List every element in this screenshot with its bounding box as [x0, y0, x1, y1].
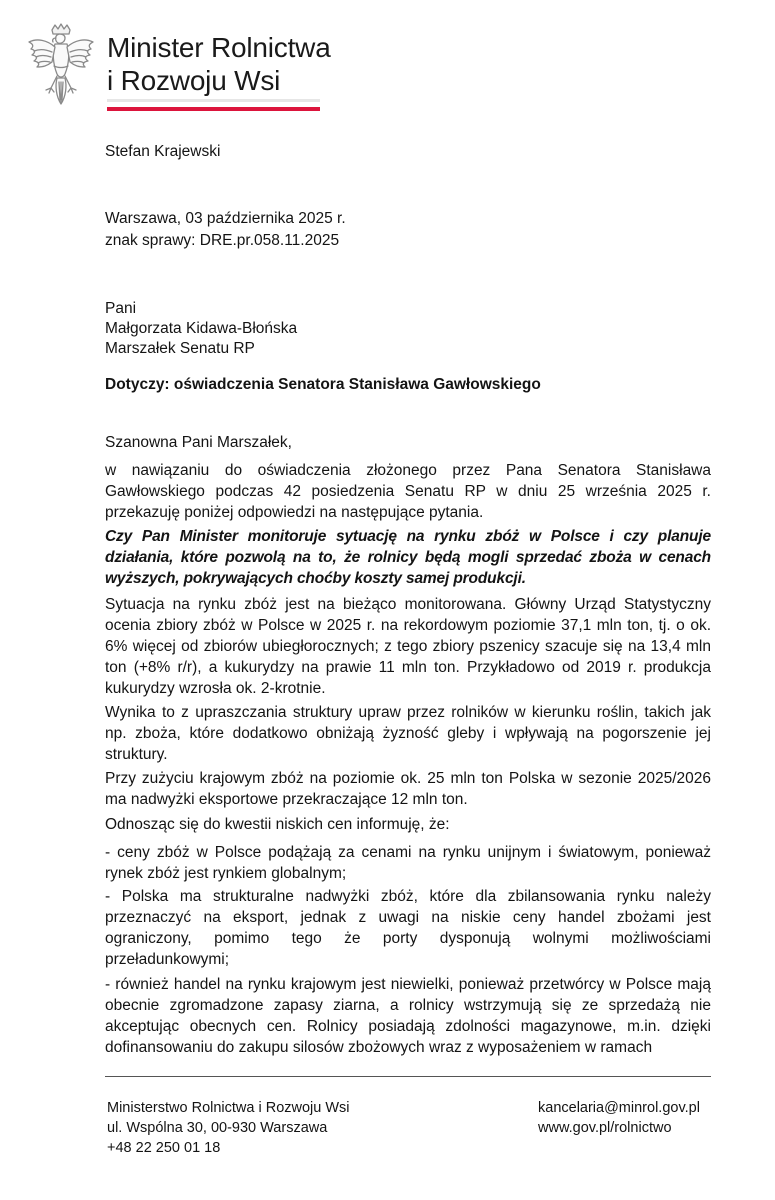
recipient-title: Marszałek Senatu RP [105, 340, 255, 357]
bullet-structural-surplus: - Polska ma strukturalne nadwyżki zbóż, które dla zbilansowania rynku należy przeznaczyć na eksport, jednak z uwagi na niskie ceny handel zbożami jest ograniczony, pomimo tego że porty dysponują wolnymi możliwościami przeładunkowymi; [105, 888, 711, 968]
footer-divider [105, 1076, 711, 1077]
intro-paragraph: w nawiązaniu do oświadczenia złożonego przez Pana Senatora Stanisława Gawłowskiego podczas 42 posiedzenia Senatu RP w dniu 25 września 2025 r. przekazuję poniżej odpowiedzi na następujące pytania. [105, 462, 711, 521]
footer-contact-left [107, 1098, 350, 1158]
place-date: Warszawa, 03 października 2025 r. [105, 210, 346, 227]
subject-line: Dotyczy: oświadczenia Senatora Stanisława Gawłowskiego [105, 376, 541, 393]
footer-phone: +48 22 250 01 18 [107, 1140, 221, 1156]
ministry-title-line1: Minister Rolnictwa [107, 32, 331, 63]
footer-contact-right [538, 1098, 700, 1138]
flag-stripe-red [107, 107, 320, 111]
paragraph-crop-structure: Wynika to z upraszczania struktury upraw przez rolników w kierunku roślin, takich jak np. zboża, które dodatkowo obniżają żyzność gleby i wpływają na pogorszenie jej struktury. [105, 704, 711, 763]
footer-address: ul. Wspólna 30, 00-930 Warszawa [107, 1120, 328, 1136]
recipient-salutation: Pani [105, 300, 137, 317]
paragraph-low-prices: Odnosząc się do kwestii niskich cen informuję, że: [105, 816, 450, 833]
case-reference: znak sprawy: DRE.pr.058.11.2025 [105, 232, 340, 249]
ministry-title [107, 31, 331, 97]
recipient-name: Małgorzata Kidawa-Błońska [105, 320, 298, 337]
question-paragraph: Czy Pan Minister monitoruje sytuację na rynku zbóż w Polsce i czy planuje działania, które pozwolą na to, że rolnicy będą mogli sprzedać zboża w cenach wyższych, pokrywających choćby koszty samej produkcji. [105, 528, 711, 587]
polish-eagle-emblem-icon [25, 22, 97, 114]
ministry-title-line2: i Rozwoju Wsi [107, 65, 281, 96]
signatory-name: Stefan Krajewski [105, 143, 221, 160]
footer-email[interactable]: kancelaria@minrol.gov.pl [538, 1100, 700, 1116]
bullet-global-market: - ceny zbóż w Polsce podążają za cenami na rynku unijnym i światowym, ponieważ rynek zbóż jest rynkiem globalnym; [105, 844, 711, 882]
paragraph-export-surplus: Przy zużyciu krajowym zbóż na poziomie ok. 25 mln ton Polska w sezonie 2025/2026 ma nadwyżki eksportowe przekraczające 12 mln ton. [105, 770, 711, 808]
footer-org: Ministerstwo Rolnictwa i Rozwoju Wsi [107, 1100, 350, 1116]
flag-stripe-white [107, 99, 320, 102]
greeting: Szanowna Pani Marszałek, [105, 434, 292, 451]
bullet-domestic-trade: - również handel na rynku krajowym jest niewielki, ponieważ przetwórcy w Polsce mają obecnie zgromadzone zapasy ziarna, a rolnicy wstrzymują się ze sprzedażą nie akceptując obecnych cen. Rolnicy posiadają zdolności magazynowe, m.in. dzięki dofinansowaniu do zakupu silosów zbożowych wraz z wyposażeniem w ramach [105, 976, 711, 1056]
paragraph-monitoring: Sytuacja na rynku zbóż jest na bieżąco monitorowana. Główny Urząd Statystyczny ocenia zbiory zbóż w Polsce w 2025 r. na rekordowym poziomie 37,1 mln ton, tj. o ok. 6% więcej od zbiorów ubiegłorocznych; z tego zbiory pszenicy szacuje się na 13,4 mln ton (+8% r/r), a kukurydzy na prawie 11 mln ton. Przykładowo od 2019 r. produkcja kukurydzy wzrosła ok. 2-krotnie. [105, 596, 711, 697]
footer-website[interactable]: www.gov.pl/rolnictwo [538, 1120, 672, 1136]
